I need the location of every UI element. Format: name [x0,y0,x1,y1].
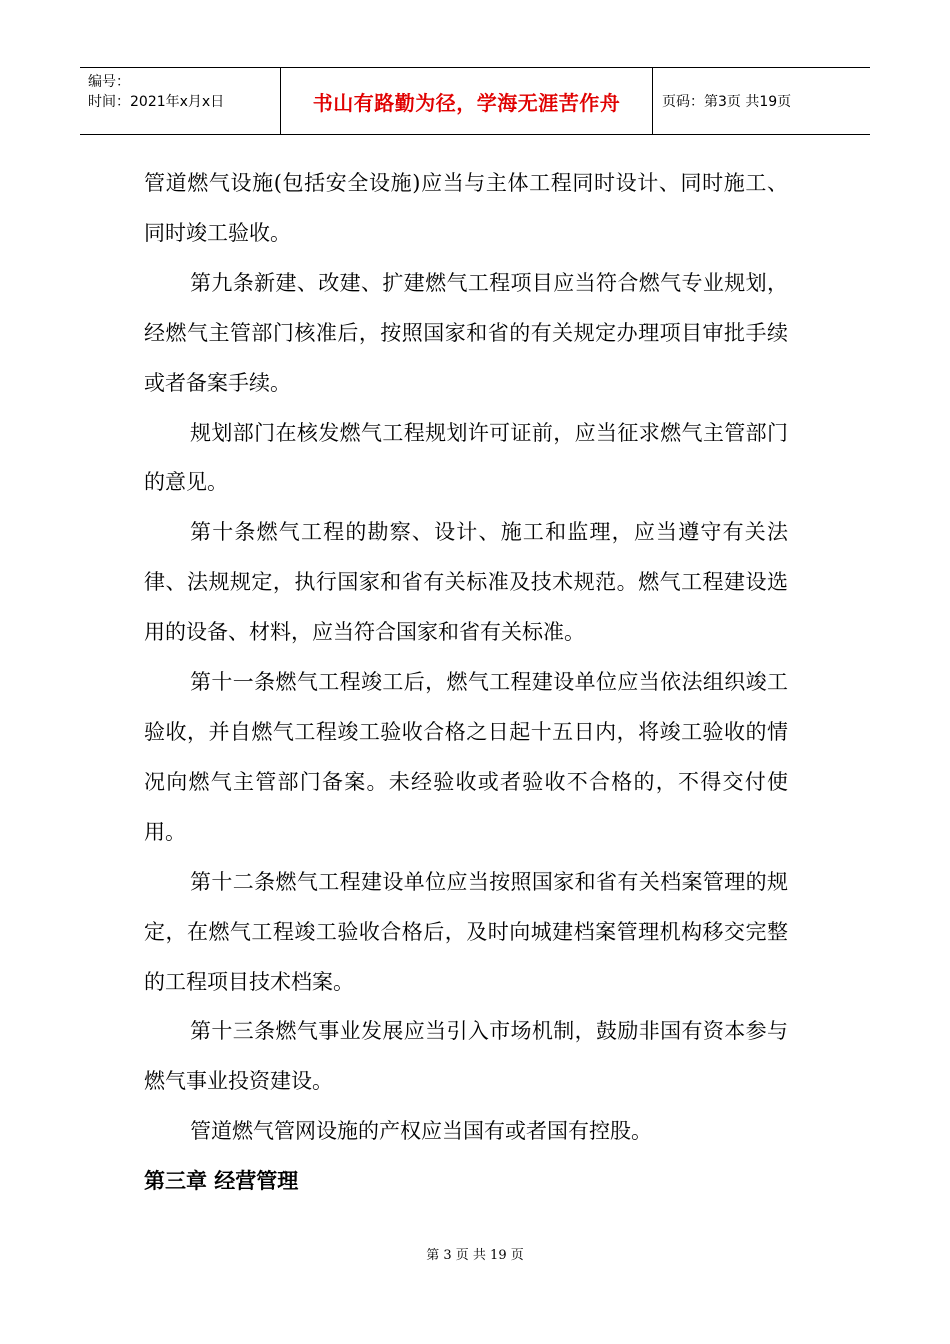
document-number-label: 编号： [88,74,130,90]
chapter-heading: 第三章 经营管理 [144,1169,299,1194]
body-paragraph: 管道燃气管网设施的产权应当国有或者国有控股。 [190,1119,652,1144]
document-body [144,159,788,1207]
header-motto: 书山有路勤为径，学海无涯苦作舟 [312,90,621,115]
header-motto-cell [281,68,653,134]
header-page-cell [653,68,870,134]
footer-page-number: 第 3 页 共 19 页 [426,1248,524,1263]
header-meta-cell [80,68,281,134]
body-paragraph: 管道燃气设施(包括安全设施)应当与主体工程同时设计、同时施工、同时竣工验收。 [144,171,788,245]
body-paragraph: 第十三条燃气事业发展应当引入市场机制，鼓励非国有资本参与燃气事业投资建设。 [144,1019,788,1094]
body-paragraph: 第十条燃气工程的勘察、设计、施工和监理，应当遵守有关法律、法规规定，执行国家和省有关标准及技术规范。燃气工程建设选用的设备、材料，应当符合国家和省有关标准。 [144,520,788,645]
body-paragraph: 第十一条燃气工程竣工后，燃气工程建设单位应当依法组织竣工验收，并自燃气工程竣工验收合格之日起十五日内，将竣工验收的情况向燃气主管部门备案。未经验收或者验收不合格的，不得交付使用。 [144,670,788,844]
body-paragraph: 第九条新建、改建、扩建燃气工程项目应当符合燃气专业规划，经燃气主管部门核准后，按照国家和省的有关规定办理项目审批手续或者备案手续。 [144,270,788,395]
document-time-label: 时间：2021年x月x日 [88,94,225,110]
body-paragraph: 规划部门在核发燃气工程规划许可证前，应当征求燃气主管部门的意见。 [144,420,788,495]
body-paragraph: 第十二条燃气工程建设单位应当按照国家和省有关档案管理的规定，在燃气工程竣工验收合格后，及时向城建档案管理机构移交完整的工程项目技术档案。 [144,869,788,994]
page-footer [0,1244,950,1263]
header-page-info: 页码：第3页 共19页 [662,94,792,110]
document-header [80,67,870,135]
